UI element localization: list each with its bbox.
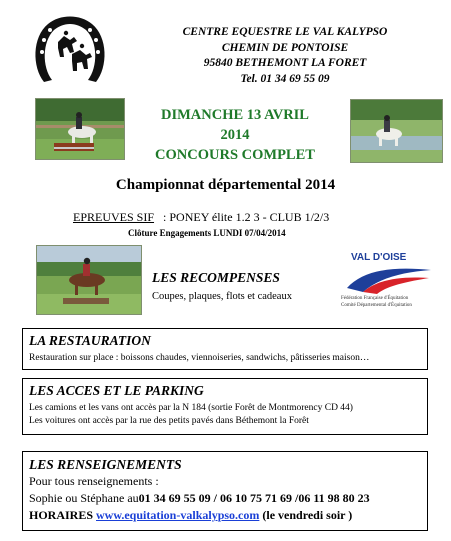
- header-line-city: 95840 BETHEMONT LA FORET: [203, 57, 367, 69]
- website-link[interactable]: www.equitation-valkalypso.com: [96, 508, 260, 522]
- acces-box: [22, 378, 428, 435]
- renseignements-contact: [29, 491, 370, 506]
- championship-title: Championnat départemental 2014: [115, 177, 336, 193]
- restauration-box: [22, 328, 428, 370]
- event-type: CONCOURS COMPLET: [155, 147, 315, 163]
- acces-line-cars: Les voitures ont accès par la rue des petits pavés dans Béthemont la Forêt: [29, 416, 309, 426]
- horseshoe-logo: [30, 12, 110, 90]
- val-doise-brand: VAL D'OISE: [351, 252, 407, 263]
- val-doise-sub2: Comité Départemental d'Équitation: [341, 303, 412, 308]
- event-block: [140, 105, 330, 165]
- epreuves-line: [73, 210, 329, 225]
- epreuves-label: EPREUVES SIF: [73, 210, 155, 224]
- header-line-name: CENTRE EQUESTRE LE VAL KALYPSO: [182, 26, 388, 38]
- event-year: 2014: [220, 127, 250, 143]
- photo-rider-water: [350, 99, 443, 163]
- acces-line-trucks: Les camions et les vans ont accès par la N 184 (sortie Forêt de Montmorency CD 44): [29, 403, 353, 413]
- contact-names: Sophie ou Stéphane au: [29, 491, 139, 505]
- renseignements-title: LES RENSEIGNEMENTS: [29, 457, 182, 472]
- renseignements-box: [22, 451, 428, 531]
- epreuves-detail: : PONEY élite 1.2 3 - CLUB 1/2/3: [154, 210, 330, 224]
- val-doise-sub1: Fédération Française d'Équitation: [341, 296, 409, 301]
- renseignements-intro: Pour tous renseignements :: [29, 474, 159, 488]
- contact-phones: 01 34 69 55 09 / 06 10 75 71 69 /06 11 98 80 23: [138, 491, 370, 505]
- recompenses-text: Coupes, plaques, flots et cadeaux: [152, 291, 292, 302]
- header-line-phone: Tel. 01 34 69 55 09: [240, 72, 330, 85]
- horaires-label: HORAIRES: [29, 508, 97, 522]
- header-line-street: CHEMIN DE PONTOISE: [221, 41, 349, 54]
- acces-title: LES ACCES ET LE PARKING: [29, 383, 204, 398]
- horaires-note: (le vendredi soir ): [259, 508, 353, 522]
- photo-rider-jump-left: [35, 98, 125, 160]
- restauration-text: Restauration sur place : boissons chaudes, viennoiseries, sandwichs, pâtisseries maison…: [29, 353, 370, 363]
- recompenses-title: LES RECOMPENSES: [152, 270, 280, 285]
- photo-rider-jump-log: [36, 245, 142, 315]
- event-date: DIMANCHE 13 AVRIL: [161, 107, 309, 123]
- renseignements-horaires: [29, 508, 352, 523]
- header-address: [140, 25, 430, 87]
- cloture-line: Clôture Engagements LUNDI 07/04/2014: [128, 228, 286, 238]
- val-doise-logo: [337, 252, 439, 314]
- restauration-title: LA RESTAURATION: [29, 333, 151, 348]
